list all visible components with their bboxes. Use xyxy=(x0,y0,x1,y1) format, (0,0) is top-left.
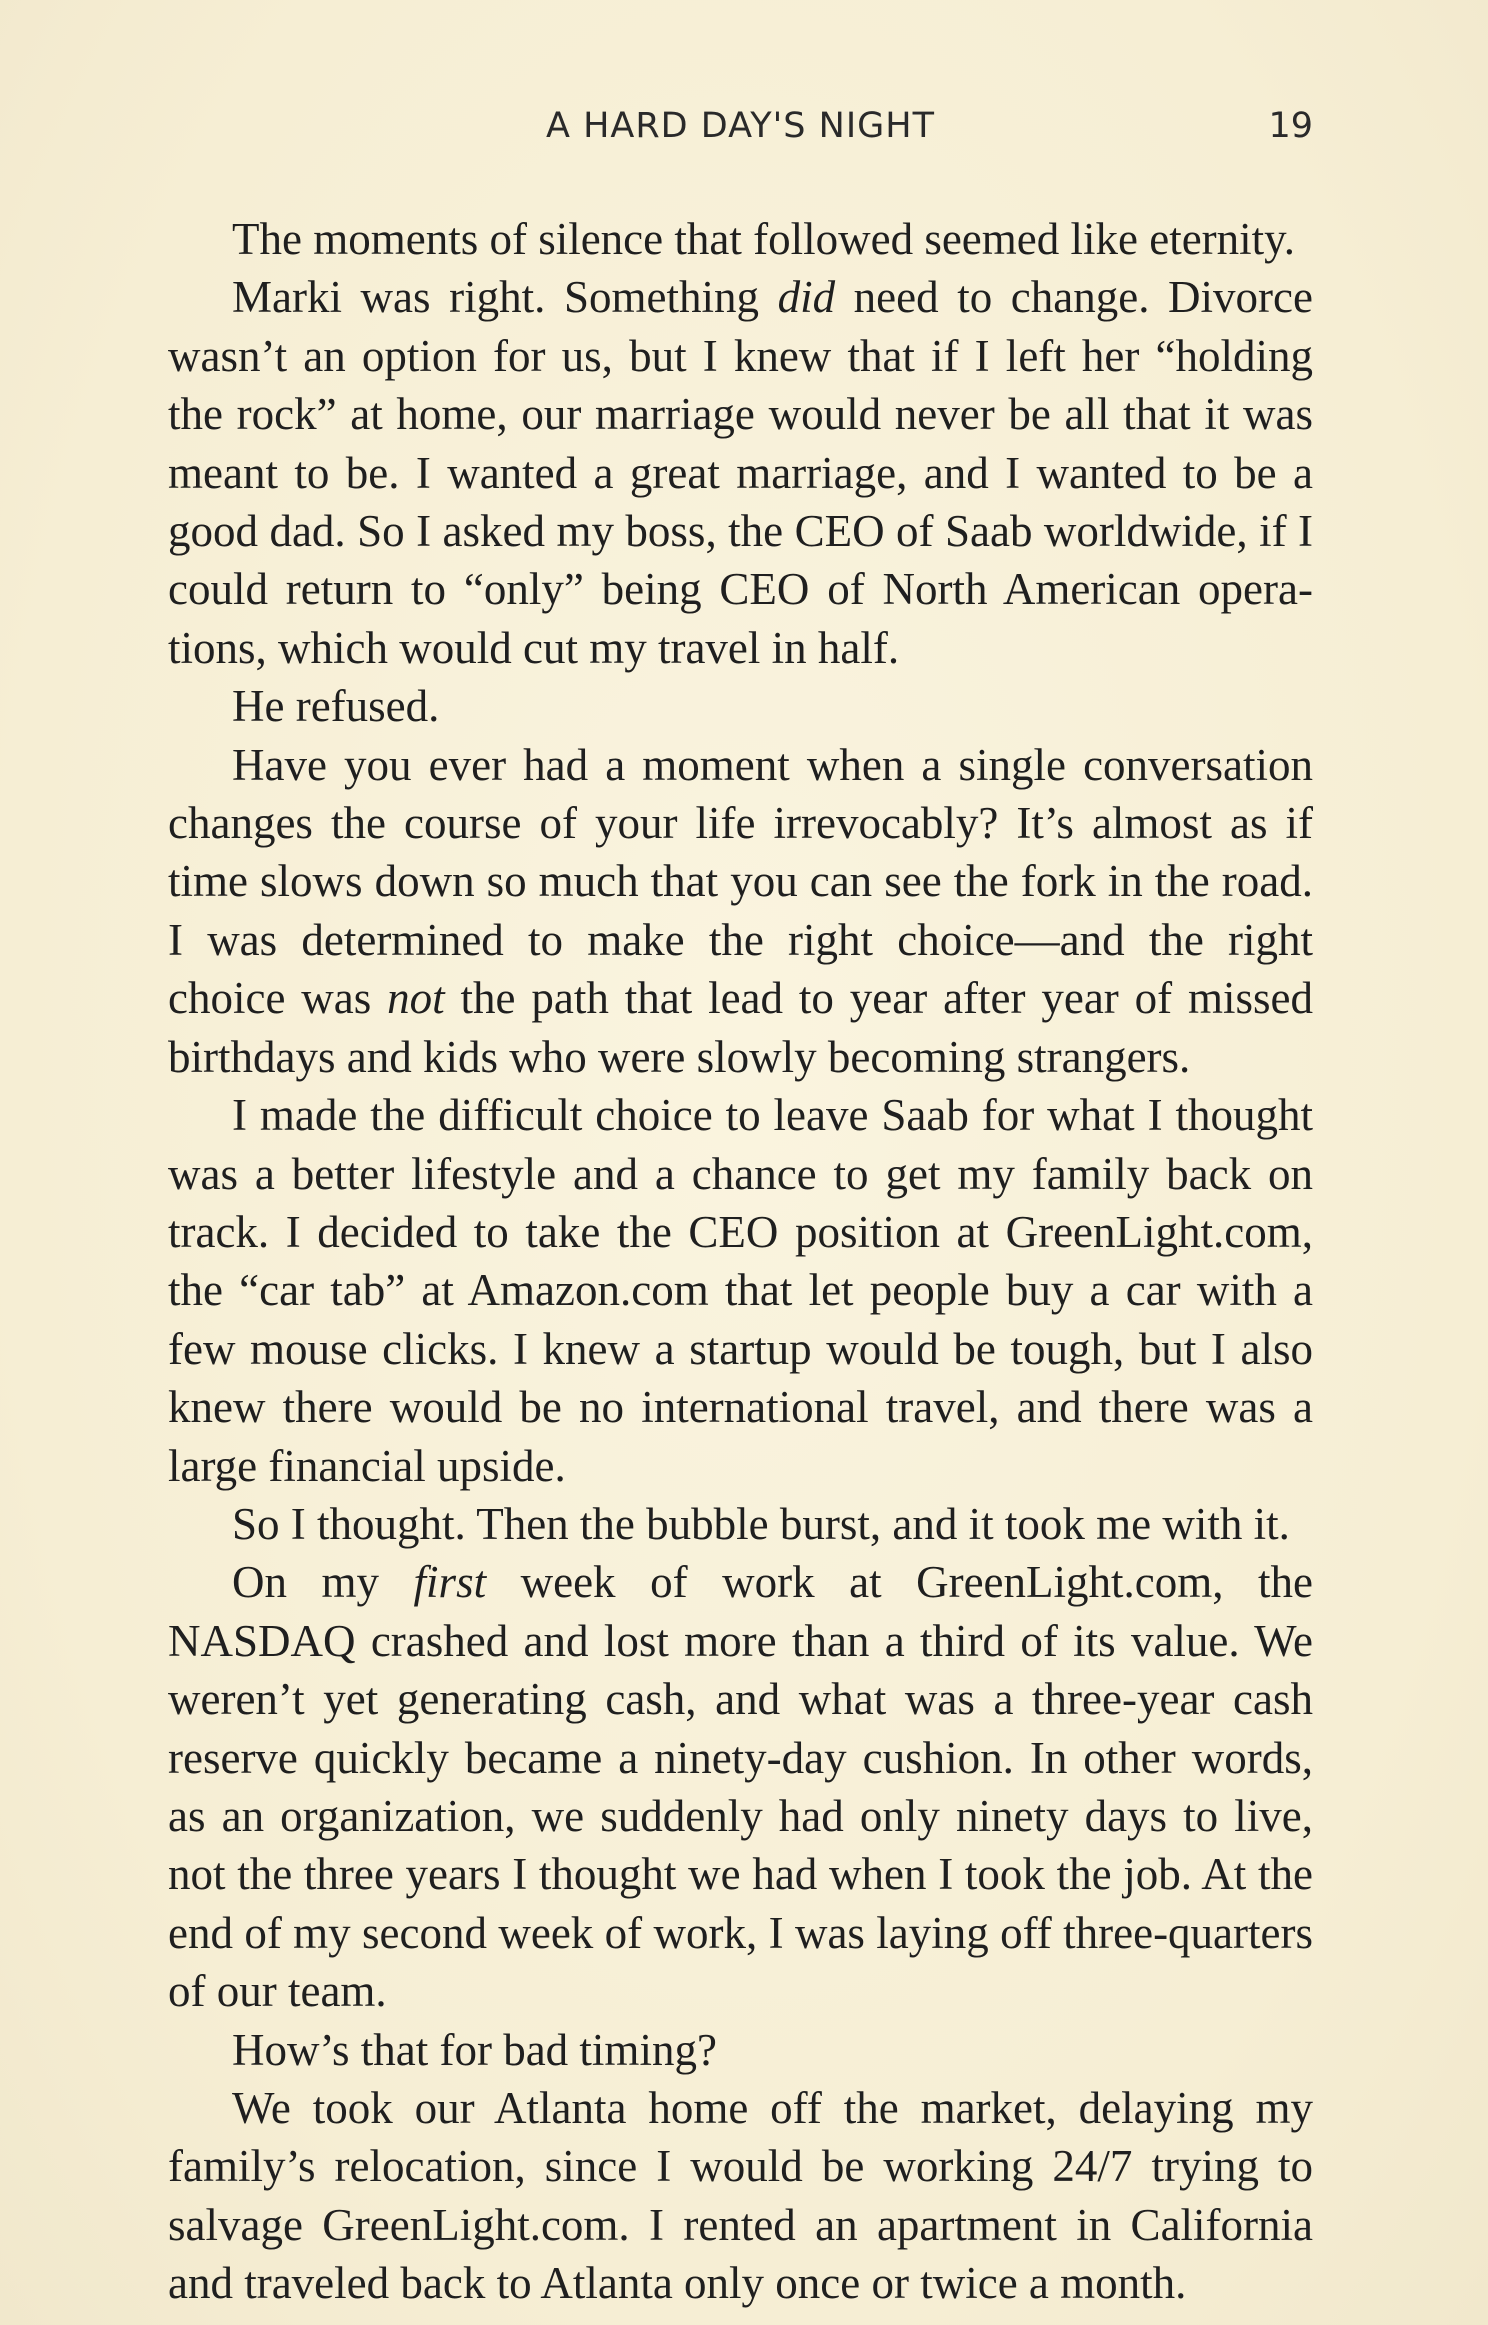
paragraph-7-text-a: On my xyxy=(232,1557,414,1608)
paragraph-4-emphasis: not xyxy=(387,973,445,1024)
paragraph-5-text: I made the difficult choice to leave Saab for what I thought was a better lifestyle and a chance to get my family back on track. I decided to take the CEO position at GreenLight.com, the “car tab” at Amazon.com that let people buy a car with a few mouse clicks. I knew a startup would be tough, but I also knew there would be no international travel, and there was a large financial upside. xyxy=(168,1090,1313,1491)
running-head: A HARD DAY'S NIGHT xyxy=(546,106,935,146)
paragraph-3 xyxy=(168,677,1313,735)
paragraph-8 xyxy=(168,2021,1313,2079)
paragraph-2-text-b: need to change. Divorce wasn’t an option for us, but I knew that if I left her “holding the rock” at home, our marriage would never be all that it was meant to be. I wanted a great marriage, and I wanted to be a good dad. So I asked my boss, the CEO of Saab worldwide, if I could return to “only” being CEO of North American operations, which would cut my travel in half. xyxy=(168,272,1313,673)
paragraph-9 xyxy=(168,2079,1313,2313)
paragraph-1-text: The moments of silence that followed seemed like eternity. xyxy=(232,214,1295,264)
paragraph-4-text-a: Have you ever had a moment when a single conversation changes the course of your life irrevocably? It’s almost as if time slows down so much that you can see the fork in the road. I was determined to make the right choice—and the right choice was xyxy=(168,739,1313,1024)
paragraph-1 xyxy=(168,210,1313,268)
paragraph-4-text-b: the path that lead to year after year of missed birthdays and kids who were slowly becoming strangers. xyxy=(168,973,1314,1082)
paragraph-7 xyxy=(168,1553,1313,2020)
paragraph-7-emphasis: first xyxy=(413,1557,487,1608)
paragraph-4 xyxy=(168,736,1313,1086)
paragraph-3-text: He refused. xyxy=(232,681,440,732)
paragraph-5 xyxy=(168,1086,1313,1495)
paragraph-2 xyxy=(168,268,1313,677)
paragraph-6-text: So I thought. Then the bubble burst, and it took me with it. xyxy=(232,1498,1290,1549)
paragraph-8-text: How’s that for bad timing? xyxy=(232,2024,717,2075)
paragraph-6 xyxy=(168,1495,1313,1553)
paragraph-2-text-a: Marki was right. Something xyxy=(232,272,778,323)
page-number: 19 xyxy=(1268,106,1313,146)
paragraph-7-text-b: week of work at GreenLight.com, the NASDAQ crashed and lost more than a third of its value. We weren’t yet generating cash, and what was a three-year cash reserve quickly became a ninety-day cushion. In other words, as an organization, we suddenly had only ninety days to live, not the three years I thought we had when I took the job. At the end of my second week of work, I was laying off three-quarters of our team. xyxy=(168,1557,1313,2017)
paragraph-9-text: We took our Atlanta home off the market, delaying my family’s relocation, since I would be working 24/7 trying to salvage GreenLight.com. I rented an apartment in California and traveled back to Atlanta only once or twice a month. xyxy=(168,2083,1313,2309)
body-text xyxy=(168,210,1313,2313)
page-header xyxy=(168,100,1313,160)
paragraph-2-emphasis: did xyxy=(777,272,836,323)
